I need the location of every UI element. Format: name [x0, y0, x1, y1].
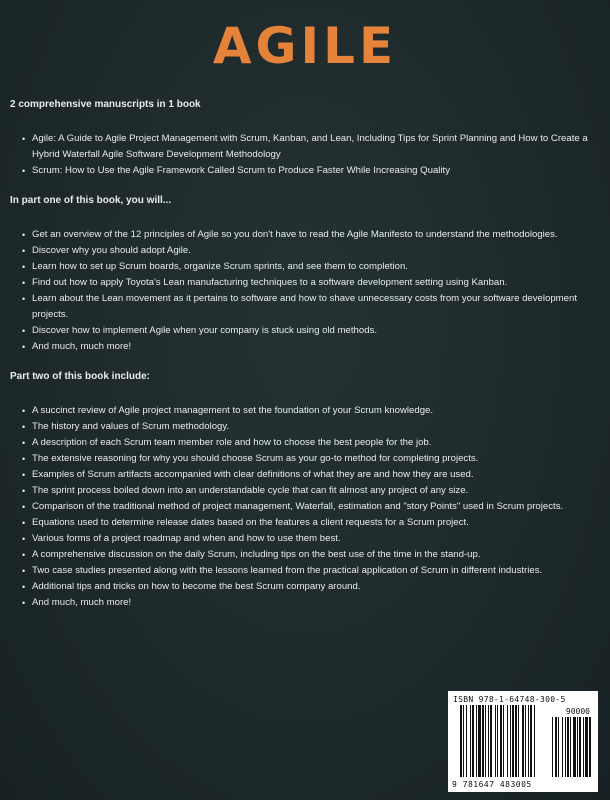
barcode-bar [472, 705, 474, 777]
barcode-bar [579, 717, 581, 777]
list-item: • Learn how to set up Scrum boards, organize Scrum sprints, and see them to completion. [10, 259, 600, 275]
list-item: • Discover why you should adopt Agile. [10, 243, 600, 259]
barcode-bar [522, 705, 524, 777]
manuscript-list [10, 131, 600, 179]
barcode-bar [476, 705, 477, 777]
isbn-barcode [448, 691, 598, 792]
barcode-bar [470, 705, 471, 777]
list-item: • Various forms of a project roadmap and when and how to use them best. [10, 531, 600, 547]
barcode-bar [552, 717, 553, 777]
part-two-heading: Part two of this book include: [10, 371, 150, 382]
barcode-bar [525, 705, 526, 777]
barcode-bar [460, 705, 462, 777]
isbn-label: ISBN 978-1-64748-300-5 [453, 695, 566, 704]
list-item: • The history and values of Scrum methodology. [10, 419, 600, 435]
barcode-bar [495, 705, 496, 777]
list-item: • A comprehensive discussion on the daily Scrum, including tips on the best use of the time in the stand-up. [10, 547, 600, 563]
barcode-bar [482, 705, 484, 777]
barcode-bar [530, 705, 532, 777]
barcode-bar [528, 705, 529, 777]
barcode-bar [500, 705, 502, 777]
barcode-bar [490, 705, 492, 777]
list-item: • And much, much more! [10, 595, 600, 611]
list-item: • A description of each Scrum team member role and how to choose the best people for the job. [10, 435, 600, 451]
barcode-bar [558, 717, 559, 777]
list-item: • The extensive reasoning for why you should choose Scrum as your go-to method for completing projects. [10, 451, 600, 467]
manuscript-item: • Agile: A Guide to Agile Project Management with Scrum, Kanban, and Lean, Including Tips for Sprint Planning and How to Create a Hybrid Waterfall Agile Software Development Methodology [10, 131, 600, 163]
barcode-bar [507, 705, 508, 777]
barcode-bar [585, 717, 588, 777]
barcode-bar [570, 717, 571, 777]
barcode-bar [478, 705, 481, 777]
part-one-heading: In part one of this book, you will... [10, 195, 172, 206]
list-item: • Two case studies presented along with the lessons learned from the practical application of Scrum in different industries. [10, 563, 600, 579]
barcode-digits: 9 781647 483005 [452, 780, 532, 789]
barcode-bar [512, 705, 514, 777]
list-item: • The sprint process boiled down into an understandable cycle that can fit almost any project of any size. [10, 483, 600, 499]
barcode-bar [565, 717, 566, 777]
barcode-bar [510, 705, 511, 777]
barcode-bar [497, 705, 498, 777]
barcode-bar [518, 705, 519, 777]
part-two-list [10, 403, 600, 611]
list-item: • Equations used to determine release dates based on the features a client requests for a Scrum project. [10, 515, 600, 531]
back-cover-text [10, 97, 600, 611]
barcode-bar [485, 705, 486, 777]
part-one-list [10, 227, 600, 355]
barcode-bar [466, 705, 467, 777]
book-title: AGILE [212, 17, 398, 75]
intro-heading: 2 comprehensive manuscripts in 1 book [10, 99, 201, 110]
barcode-bar [534, 705, 535, 777]
barcode-bar [503, 705, 504, 777]
barcode-bar [567, 717, 569, 777]
list-item: • And much, much more! [10, 339, 600, 355]
barcode-bar [577, 717, 578, 777]
manuscript-item: • Scrum: How to Use the Agile Framework Called Scrum to Produce Faster While Increasing Quality [10, 163, 600, 179]
barcode-bar [488, 705, 489, 777]
barcode-bar [589, 717, 591, 777]
list-item: • Get an overview of the 12 principles of Agile so you don't have to read the Agile Manifesto to understand the methodologies. [10, 227, 600, 243]
list-item: • Additional tips and tricks on how to become the best Scrum company around. [10, 579, 600, 595]
price-code: 90000 [565, 707, 590, 716]
list-item: • Learn about the Lean movement as it pertains to software and how to shave unnecessary costs from your software development projects. [10, 291, 600, 323]
barcode-bar [463, 705, 464, 777]
list-item: • A succinct review of Agile project management to set the foundation of your Scrum knowledge. [10, 403, 600, 419]
barcode-bar [573, 717, 576, 777]
barcode-bar [555, 717, 557, 777]
barcode-bar [515, 705, 517, 777]
list-item: • Comparison of the traditional method of project management, Waterfall, estimation and "story Points" used in Scrum projects. [10, 499, 600, 515]
barcode-bar [583, 717, 584, 777]
list-item: • Find out how to apply Toyota's Lean manufacturing techniques to a software development setting using Kanban. [10, 275, 600, 291]
barcode-bar [562, 717, 563, 777]
list-item: • Discover how to implement Agile when your company is stuck using old methods. [10, 323, 600, 339]
list-item: • Examples of Scrum artifacts accompanied with clear definitions of what they are and how they are used. [10, 467, 600, 483]
